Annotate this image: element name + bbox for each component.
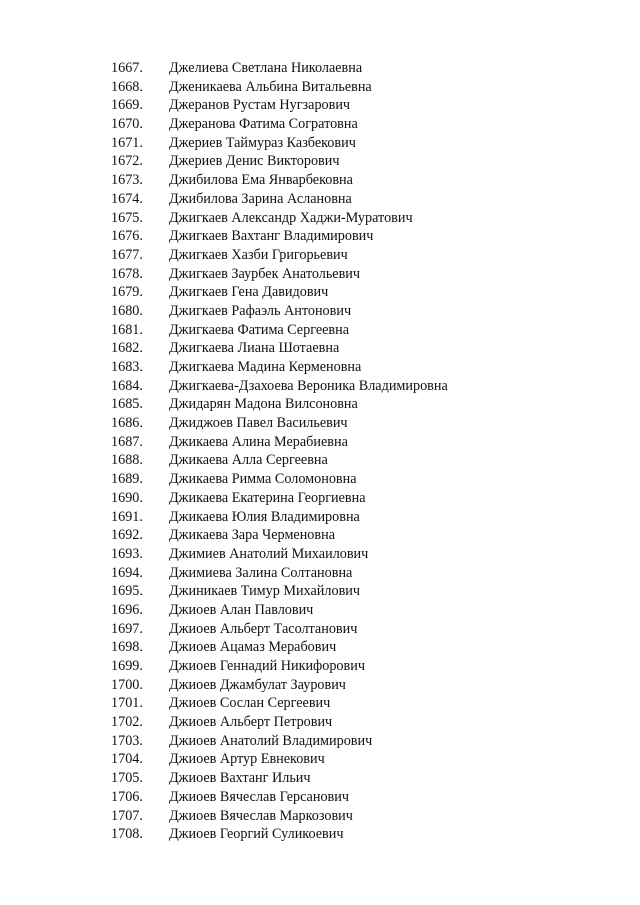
entry-number: 1669. (111, 97, 143, 114)
list-item (0, 395, 640, 414)
list-item (0, 265, 640, 284)
list-item (0, 470, 640, 489)
entry-number: 1706. (111, 788, 143, 805)
entry-name: Джигкаев Хазби Григорьевич (169, 246, 348, 263)
entry-number: 1667. (111, 60, 143, 76)
entry-name: Джиоев Геннадий Никифорович (169, 658, 365, 674)
list-item (0, 227, 640, 246)
entry-number: 1679. (111, 284, 143, 301)
entry-number: 1701. (111, 695, 143, 712)
entry-number: 1708. (111, 826, 143, 843)
list-item (0, 732, 640, 751)
entry-name: Джидарян Мадона Вилсоновна (169, 396, 358, 413)
list-item (0, 545, 640, 564)
entry-number: 1707. (111, 807, 143, 824)
entry-number: 1702. (111, 714, 143, 731)
list-item (0, 769, 640, 788)
list-item (0, 321, 640, 340)
list-item (0, 489, 640, 508)
entry-number: 1690. (111, 489, 143, 506)
list-item (0, 339, 640, 358)
entry-number: 1700. (111, 676, 143, 693)
list-item (0, 134, 640, 153)
entry-name: Джимиев Анатолий Михаилович (169, 545, 369, 562)
entry-number: 1694. (111, 564, 143, 581)
entry-number: 1682. (111, 340, 143, 357)
entry-number: 1678. (111, 265, 143, 282)
list-item (0, 283, 640, 302)
entry-name: Джелиева Светлана Николаевна (169, 60, 363, 76)
list-item (0, 582, 640, 601)
entry-number: 1674. (111, 190, 143, 207)
list-item (0, 750, 640, 769)
entry-name: Джиджоев Павел Васильевич (169, 415, 348, 432)
entry-name: Джиоев Анатолий Владимирович (169, 732, 373, 749)
entry-number: 1671. (111, 134, 143, 151)
list-item (0, 377, 640, 396)
entry-name: Джиоев Артур Евнекович (169, 751, 325, 768)
entry-number: 1668. (111, 78, 143, 95)
entry-number: 1705. (111, 770, 143, 787)
list-item (0, 564, 640, 583)
entry-name: Джигкаева Фатима Сергеевна (169, 321, 350, 338)
entry-number: 1685. (111, 396, 143, 413)
list-item (0, 96, 640, 115)
list-item (0, 152, 640, 171)
entry-name: Джигкаева Мадина Керменовна (169, 359, 362, 375)
list-item (0, 807, 640, 826)
list-item (0, 526, 640, 545)
entry-name: Джигкаев Рафаэль Антонович (169, 302, 352, 319)
name-list (0, 59, 640, 844)
list-item (0, 358, 640, 377)
list-item (0, 620, 640, 639)
entry-number: 1698. (111, 639, 143, 656)
entry-name: Джиоев Сослан Сергеевич (169, 695, 331, 712)
entry-number: 1695. (111, 583, 143, 600)
entry-number: 1697. (111, 620, 143, 637)
entry-name: Джериев Денис Викторович (169, 153, 340, 170)
entry-number: 1676. (111, 228, 143, 245)
entry-name: Дженикаева Альбина Витальевна (169, 78, 372, 95)
list-item (0, 78, 640, 97)
entry-name: Джибилова Зарина Аслановна (169, 190, 352, 207)
entry-number: 1683. (111, 359, 143, 375)
list-item (0, 209, 640, 228)
list-item (0, 713, 640, 732)
entry-name: Джиоев Вахтанг Ильич (169, 770, 311, 787)
list-item (0, 302, 640, 321)
entry-name: Джигкаев Гена Давидович (169, 284, 329, 301)
entry-number: 1687. (111, 433, 143, 450)
list-item (0, 190, 640, 209)
entry-name: Джигкаева Лиана Шотаевна (169, 340, 340, 357)
entry-name: Джикаева Алина Мерабиевна (169, 433, 348, 450)
list-item (0, 788, 640, 807)
entry-number: 1677. (111, 246, 143, 263)
entry-name: Джеранов Рустам Нугзарович (169, 97, 351, 114)
entry-name: Джиоев Вячеслав Герсанович (169, 788, 349, 805)
entry-number: 1696. (111, 601, 143, 618)
entry-name: Джибилова Ема Январбековна (169, 172, 353, 189)
entry-number: 1693. (111, 545, 143, 562)
entry-name: Джиникаев Тимур Михайлович (169, 583, 360, 600)
entry-name: Джиоев Альберт Тасолтанович (169, 620, 358, 637)
entry-name: Джигкаева-Дзахоева Вероника Владимировна (169, 377, 448, 394)
entry-number: 1675. (111, 209, 143, 226)
entry-number: 1691. (111, 508, 143, 525)
entry-number: 1689. (111, 471, 143, 488)
entry-name: Джигкаев Александр Хаджи-Муратович (169, 209, 413, 226)
entry-number: 1672. (111, 153, 143, 170)
list-item (0, 694, 640, 713)
entry-number: 1699. (111, 658, 143, 674)
list-item (0, 657, 640, 676)
entry-name: Джикаева Римма Соломоновна (169, 471, 357, 488)
entry-name: Джигкаев Заурбек Анатольевич (169, 265, 361, 282)
entry-number: 1680. (111, 302, 143, 319)
entry-number: 1688. (111, 452, 143, 469)
list-item (0, 433, 640, 452)
list-item (0, 508, 640, 527)
entry-name: Джикаева Зара Черменовна (169, 527, 335, 544)
entry-number: 1686. (111, 415, 143, 432)
entry-number: 1704. (111, 751, 143, 768)
list-item (0, 171, 640, 190)
entry-name: Джеранова Фатима Согратовна (169, 116, 358, 133)
entry-name: Джикаева Юлия Владимировна (169, 508, 360, 525)
entry-number: 1692. (111, 527, 143, 544)
entry-number: 1684. (111, 377, 143, 394)
entry-name: Джиоев Джамбулат Заурович (169, 676, 346, 693)
entry-name: Джигкаев Вахтанг Владимирович (169, 228, 374, 245)
list-item (0, 115, 640, 134)
list-item (0, 676, 640, 695)
list-item (0, 638, 640, 657)
entry-name: Джиоев Алан Павлович (169, 601, 314, 618)
entry-number: 1703. (111, 732, 143, 749)
entry-number: 1670. (111, 116, 143, 133)
entry-name: Джиоев Ацамаз Мерабович (169, 639, 337, 656)
list-item (0, 59, 640, 78)
list-item (0, 825, 640, 844)
list-item (0, 246, 640, 265)
entry-name: Джериев Таймураз Казбекович (169, 134, 356, 151)
list-item (0, 601, 640, 620)
entry-name: Джикаева Алла Сергеевна (169, 452, 328, 469)
entry-name: Джиоев Георгий Суликоевич (169, 826, 344, 843)
entry-name: Джикаева Екатерина Георгиевна (169, 489, 366, 506)
entry-number: 1673. (111, 172, 143, 189)
entry-number: 1681. (111, 321, 143, 338)
entry-name: Джиоев Альберт Петрович (169, 714, 333, 731)
entry-name: Джимиева Залина Солтановна (169, 564, 353, 581)
list-item (0, 414, 640, 433)
list-item (0, 451, 640, 470)
entry-name: Джиоев Вячеслав Маркозович (169, 807, 353, 824)
